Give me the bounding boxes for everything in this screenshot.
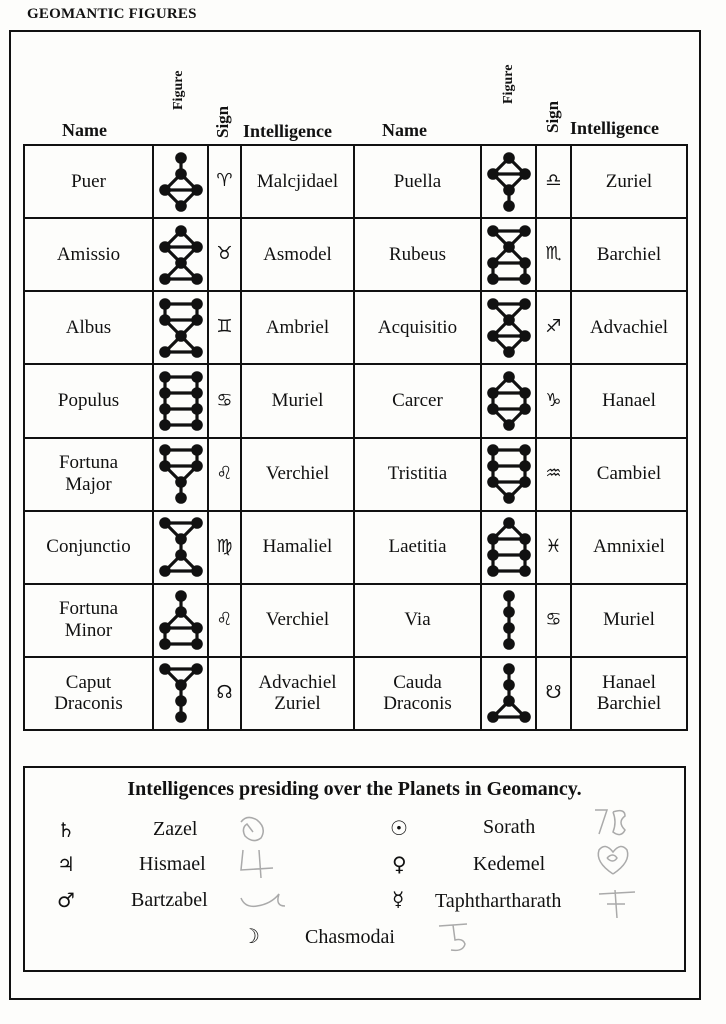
saturn-symbol-icon: ♄: [57, 818, 75, 842]
geomantic-figure-left-1-icon: [154, 223, 208, 287]
figure-name: Draconis: [54, 693, 123, 715]
geomantic-figure-left-0-icon: [154, 150, 208, 214]
geomantic-figure-left-5-icon: [154, 515, 208, 579]
intelligence-name: Advachiel: [258, 671, 337, 693]
figure-dot: [503, 517, 515, 529]
figure-dot: [175, 200, 187, 212]
mercury-symbol-icon: ☿: [392, 887, 405, 911]
figure-name-cell: [354, 218, 481, 291]
figure-dot: [503, 346, 515, 358]
figure-name: Minor: [64, 620, 113, 642]
figure-dot: [191, 298, 203, 310]
intelligence-name: Cambiel: [596, 463, 662, 485]
figure-dot: [519, 712, 531, 724]
figure-name-cell: [354, 145, 481, 218]
figure-name-cell: [24, 511, 153, 584]
figure-dot: [191, 444, 203, 456]
zodiac-sign-icon: ♍: [208, 511, 241, 584]
figure-dot: [191, 184, 203, 196]
intelligence-name: Ambriel: [265, 316, 330, 338]
figure-name: Rubeus: [389, 243, 446, 265]
zodiac-sign-icon: ♋: [208, 364, 241, 437]
figure-name: Acquisitio: [377, 316, 458, 338]
geomantic-figure-left-7-icon: [154, 661, 208, 725]
geomantic-figure-right-4-icon: [482, 442, 536, 506]
figure-name: Populus: [57, 390, 120, 412]
figure-name-cell: [24, 364, 153, 437]
figure-cell: [481, 657, 536, 730]
figure-dot: [519, 225, 531, 237]
figure-dot: [487, 330, 499, 342]
intelligence-name: Advachiel: [589, 316, 669, 338]
mars-pencil-sigil-icon: [237, 886, 289, 916]
planets-title: Intelligences presiding over the Planets in Geomancy.: [127, 778, 582, 800]
figure-dot: [159, 346, 171, 358]
intelligence-name: Malcjidael: [256, 170, 339, 192]
intelligence-cell: [241, 218, 354, 291]
figure-name: Caput: [65, 671, 112, 693]
intelligence-cell: [571, 584, 687, 657]
zodiac-sign-icon: ♎: [536, 145, 571, 218]
intelligence-name: Zuriel: [605, 170, 653, 192]
figure-dot: [503, 623, 515, 635]
figure-name: Conjunctio: [46, 536, 131, 558]
figure-dot: [487, 403, 499, 415]
figure-name: Amissio: [56, 243, 121, 265]
figure-dot: [159, 517, 171, 529]
geomantic-figure-right-2-icon: [482, 296, 536, 360]
zodiac-sign-icon: ♑: [536, 364, 571, 437]
figure-name: Laetitia: [388, 536, 447, 558]
figure-dot: [487, 257, 499, 269]
figure-dot: [191, 419, 203, 431]
intelligence-cell: [241, 291, 354, 364]
figure-dot: [191, 371, 203, 383]
zodiac-sign-icon: ♌: [208, 438, 241, 511]
figure-dot: [487, 387, 499, 399]
intelligence-name: Zuriel: [274, 693, 321, 715]
figure-dot: [191, 517, 203, 529]
planet-name-kedemel: Kedemel: [473, 853, 546, 875]
header-intelligence-right: Intelligence: [570, 118, 659, 138]
figure-cell: [481, 291, 536, 364]
figure-cell: [481, 145, 536, 218]
table-row: [24, 511, 687, 584]
figure-dot: [191, 387, 203, 399]
figure-cell: [481, 511, 536, 584]
zodiac-sign-icon: ♐: [536, 291, 571, 364]
figure-dot: [487, 225, 499, 237]
sun-pencil-sigil-icon: [591, 806, 631, 840]
figure-cell: [153, 218, 208, 291]
header-sign-left: Sign: [213, 105, 232, 138]
figure-dot: [503, 696, 515, 708]
figure-dot: [487, 712, 499, 724]
geomantic-figures-table: [23, 144, 688, 731]
intelligence-name: Hamaliel: [262, 536, 333, 558]
figure-dot: [487, 476, 499, 488]
intelligence-cell: [571, 145, 687, 218]
figure-dot: [519, 403, 531, 415]
figure-dot: [503, 492, 515, 504]
figure-dot: [503, 152, 515, 164]
page-title: GEOMANTIC FIGURES: [27, 6, 197, 22]
saturn-pencil-sigil-icon: [235, 812, 275, 848]
planet-name-chasmodai: Chasmodai: [305, 926, 395, 948]
figure-dot: [487, 298, 499, 310]
zodiac-sign-icon: ♓: [536, 511, 571, 584]
figure-dot: [159, 298, 171, 310]
figure-dot: [175, 257, 187, 269]
planet-name-bartzabel: Bartzabel: [131, 889, 208, 911]
table-row: [24, 291, 687, 364]
planet-name-zazel: Zazel: [153, 818, 198, 840]
figure-dot: [503, 200, 515, 212]
figure-dot: [487, 168, 499, 180]
figure-dot: [159, 444, 171, 456]
figure-dot: [175, 168, 187, 180]
figure-dot: [191, 403, 203, 415]
figure-cell: [153, 584, 208, 657]
jupiter-pencil-sigil-icon: [237, 846, 285, 882]
zodiac-sign-icon: ♈: [208, 145, 241, 218]
figure-dot: [519, 330, 531, 342]
zodiac-sign-icon: ♋: [536, 584, 571, 657]
geomantic-figure-right-7-icon: [482, 661, 536, 725]
table-row: [24, 584, 687, 657]
figure-dot: [191, 314, 203, 326]
figure-dot: [503, 241, 515, 253]
figure-cell: [481, 218, 536, 291]
intelligence-cell: [571, 511, 687, 584]
figure-dot: [503, 607, 515, 619]
figure-name-cell: [354, 657, 481, 730]
figure-dot: [175, 152, 187, 164]
figure-dot: [487, 460, 499, 472]
intelligence-name: Muriel: [271, 390, 324, 412]
intelligence-cell: [571, 218, 687, 291]
venus-symbol-icon: ♀: [392, 852, 407, 876]
figure-dot: [191, 241, 203, 253]
header-figure-left: Figure: [171, 70, 186, 110]
figure-name: Puer: [71, 170, 106, 192]
figure-dot: [519, 565, 531, 577]
figure-dot: [191, 460, 203, 472]
figure-dot: [519, 549, 531, 561]
intelligence-cell: [241, 145, 354, 218]
figure-cell: [481, 438, 536, 511]
intelligence-cell: [241, 364, 354, 437]
figure-dot: [519, 444, 531, 456]
figure-name-cell: [24, 584, 153, 657]
figure-dot: [487, 533, 499, 545]
figure-name-cell: [354, 584, 481, 657]
intelligence-name: Verchiel: [265, 609, 330, 631]
figure-dot: [159, 241, 171, 253]
figure-dot: [191, 664, 203, 676]
figure-name-cell: [24, 657, 153, 730]
figure-dot: [503, 419, 515, 431]
figure-name-cell: [354, 511, 481, 584]
figure-name-cell: [24, 438, 153, 511]
table-row: [24, 438, 687, 511]
figure-dot: [487, 273, 499, 285]
intelligence-cell: [241, 584, 354, 657]
figure-dot: [191, 565, 203, 577]
intelligence-name: Amnixiel: [593, 536, 665, 558]
figure-dot: [175, 476, 187, 488]
moon-pencil-sigil-icon: [435, 920, 473, 954]
intelligence-cell: [571, 438, 687, 511]
sun-symbol-icon: ☉: [390, 816, 408, 840]
figure-dot: [159, 387, 171, 399]
figure-dot: [519, 257, 531, 269]
figure-dot: [159, 639, 171, 651]
intelligence-cell: [241, 438, 354, 511]
figure-name-cell: [354, 291, 481, 364]
figure-name-cell: [24, 218, 153, 291]
figure-dot: [159, 623, 171, 635]
intelligence-cell: [571, 364, 687, 437]
geomantic-figure-left-4-icon: [154, 442, 208, 506]
figure-dot: [159, 419, 171, 431]
figure-name: Carcer: [392, 390, 443, 412]
figure-name: Tristitia: [387, 463, 448, 485]
figure-dot: [503, 680, 515, 692]
intelligence-name: Barchiel: [596, 693, 662, 715]
zodiac-sign-icon: ☊: [208, 657, 241, 730]
figure-cell: [153, 438, 208, 511]
figure-name-cell: [24, 145, 153, 218]
figure-name: Cauda: [393, 671, 442, 693]
header-sign-right: Sign: [543, 100, 562, 133]
figure-dot: [175, 712, 187, 724]
figure-dot: [159, 460, 171, 472]
figure-dot: [175, 533, 187, 545]
zodiac-sign-icon: ♏: [536, 218, 571, 291]
figure-dot: [519, 533, 531, 545]
geomantic-figure-left-6-icon: [154, 588, 208, 652]
planets-box: [23, 766, 686, 972]
figure-dot: [175, 225, 187, 237]
figure-cell: [153, 145, 208, 218]
intelligence-name: Asmodel: [263, 243, 332, 265]
intelligence-name: Hanael: [602, 671, 656, 693]
figure-dot: [159, 371, 171, 383]
figure-dot: [519, 460, 531, 472]
figure-dot: [487, 565, 499, 577]
figure-dot: [503, 639, 515, 651]
zodiac-sign-icon: ♌: [208, 584, 241, 657]
figure-cell: [153, 364, 208, 437]
zodiac-sign-icon: ♉: [208, 218, 241, 291]
intelligence-name: Hanael: [602, 390, 656, 412]
jupiter-symbol-icon: ♃: [57, 852, 75, 876]
venus-pencil-sigil-icon: [593, 840, 633, 878]
figure-dot: [519, 476, 531, 488]
figure-dot: [175, 492, 187, 504]
figure-name: Fortuna: [58, 452, 119, 474]
figure-dot: [175, 607, 187, 619]
table-row: [24, 218, 687, 291]
figure-dot: [159, 403, 171, 415]
planet-name-hismael: Hismael: [139, 853, 206, 875]
figure-dot: [175, 696, 187, 708]
intelligence-name: Barchiel: [596, 243, 662, 265]
header-name-right: Name: [382, 120, 427, 140]
mars-symbol-icon: ♂: [57, 888, 75, 912]
figure-dot: [175, 680, 187, 692]
figure-dot: [519, 298, 531, 310]
figure-name: Albus: [65, 316, 112, 338]
figure-dot: [487, 444, 499, 456]
table-row: [24, 657, 687, 730]
figure-cell: [153, 657, 208, 730]
figure-dot: [503, 184, 515, 196]
figure-dot: [191, 346, 203, 358]
figure-dot: [175, 330, 187, 342]
figure-name: Fortuna: [58, 598, 119, 620]
geomantic-figure-left-2-icon: [154, 296, 208, 360]
figure-cell: [153, 511, 208, 584]
figure-dot: [503, 591, 515, 603]
figure-cell: [481, 364, 536, 437]
figure-dot: [487, 549, 499, 561]
figure-cell: [153, 291, 208, 364]
geomantic-figure-right-3-icon: [482, 369, 536, 433]
figure-dot: [191, 639, 203, 651]
figure-name: Puella: [393, 170, 442, 192]
header-intelligence-left: Intelligence: [243, 121, 332, 141]
figure-cell: [481, 584, 536, 657]
figure-name: Major: [65, 474, 112, 496]
figure-dot: [175, 549, 187, 561]
figure-name: Via: [404, 609, 431, 631]
zodiac-sign-icon: ☋: [536, 657, 571, 730]
figure-name-cell: [24, 291, 153, 364]
planet-name-taphthartharath: Taphthartharath: [435, 890, 562, 912]
geomantic-figure-left-3-icon: [154, 369, 208, 433]
moon-symbol-icon: ☽: [242, 924, 260, 948]
table-row: [24, 145, 687, 218]
zodiac-sign-icon: ♊: [208, 291, 241, 364]
intelligence-name: Muriel: [603, 609, 655, 631]
intelligence-cell: [571, 657, 687, 730]
figure-dot: [159, 664, 171, 676]
intelligence-cell: [241, 511, 354, 584]
table-row: [24, 364, 687, 437]
figure-dot: [503, 314, 515, 326]
figure-dot: [191, 273, 203, 285]
figure-name-cell: [354, 438, 481, 511]
figure-name-cell: [354, 364, 481, 437]
mercury-pencil-sigil-icon: [595, 886, 639, 922]
figure-dot: [159, 184, 171, 196]
geomantic-figure-right-0-icon: [482, 150, 536, 214]
figure-dot: [191, 623, 203, 635]
figure-dot: [503, 371, 515, 383]
figure-name: Draconis: [383, 693, 452, 715]
figure-dot: [159, 273, 171, 285]
figure-dot: [519, 273, 531, 285]
header-figure-right: Figure: [501, 64, 516, 104]
zodiac-sign-icon: ♒: [536, 438, 571, 511]
intelligence-name: Verchiel: [265, 463, 330, 485]
geomantic-figure-right-1-icon: [482, 223, 536, 287]
intelligence-cell: [571, 291, 687, 364]
geomantic-figure-right-5-icon: [482, 515, 536, 579]
intelligence-cell: [241, 657, 354, 730]
figure-dot: [159, 565, 171, 577]
figure-dot: [519, 387, 531, 399]
planet-name-sorath: Sorath: [483, 816, 536, 838]
figure-dot: [519, 168, 531, 180]
figure-dot: [503, 664, 515, 676]
figure-dot: [159, 314, 171, 326]
figure-dot: [175, 591, 187, 603]
geomantic-figure-right-6-icon: [482, 588, 536, 652]
header-name-left: Name: [62, 120, 107, 140]
